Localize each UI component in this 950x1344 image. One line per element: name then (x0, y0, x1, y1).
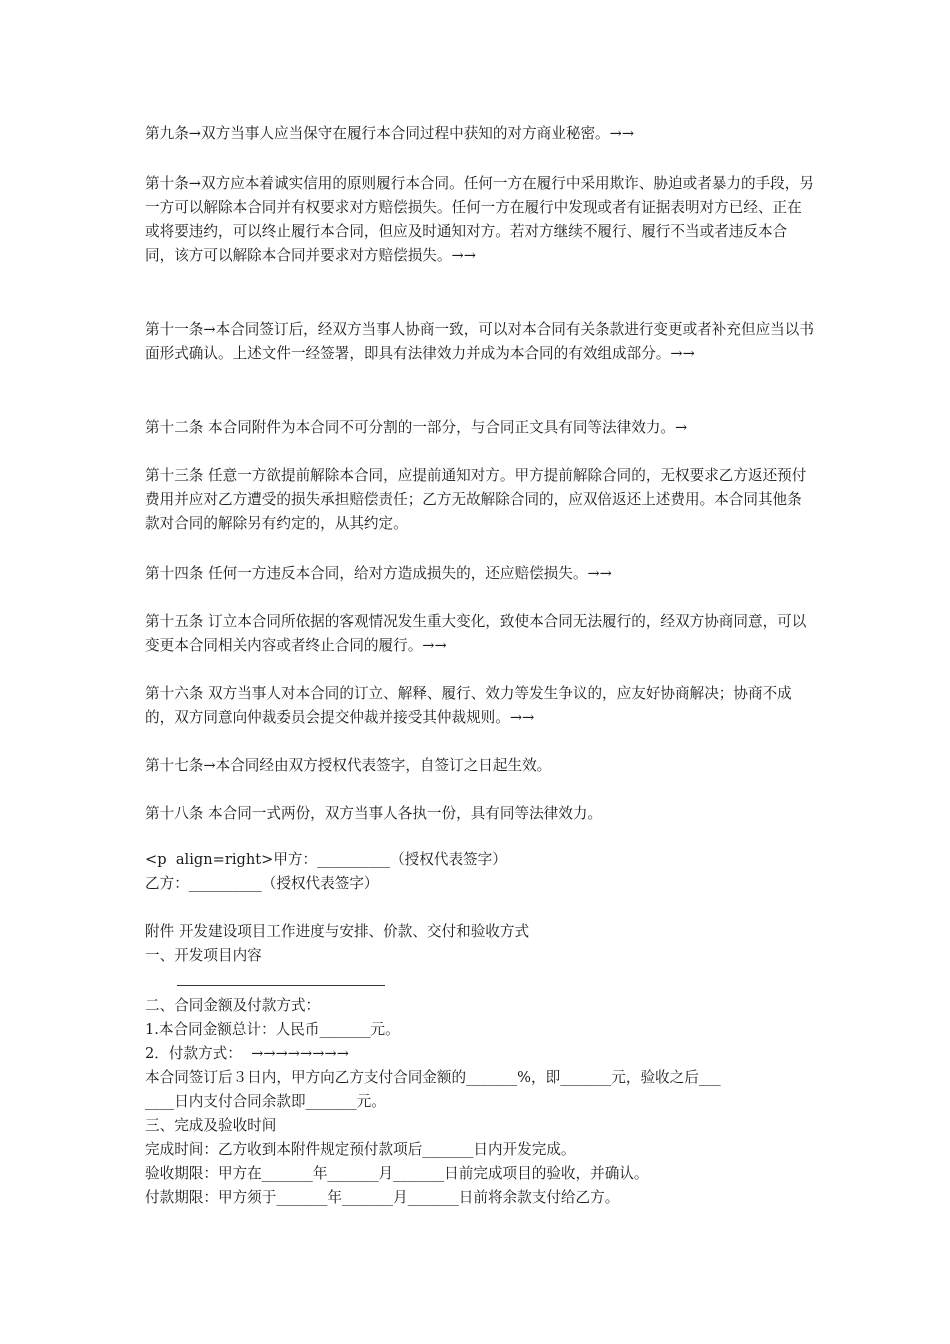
appendix-section-2: 二、合同金额及付款方式： (145, 997, 321, 1014)
completion-time-line: 完成时间：乙方收到本附件规定预付款项后_______日内开发完成。 (145, 1141, 576, 1158)
article-10: 第十条→双方应本着诚实信用的原则履行本合同。任何一方在履行中采用欺诈、胁迫或者暴力的手段，另一方可以解除本合同并有权要求对方赔偿损失。任何一方在履行中发现或者有证据表明对方已经、正在或将要违约，可以终止履行本合同，但应及时通知对方。若对方继续不履行、履行不当或者违反本合同，该方可以解除本合同并要求对方赔偿损失。→→ (145, 175, 814, 264)
article-11: 第十一条→本合同签订后，经双方当事人协商一致，可以对本合同有关条款进行变更或者补充但应当以书面形式确认。上述文件一经签署，即具有法律效力并成为本合同的有效组成部分。→→ (145, 321, 814, 362)
payment-period-line: 付款期限：甲方须于_______年_______月_______日前将余款支付给乙方。 (145, 1189, 620, 1206)
project-content-blank (177, 985, 385, 986)
payment-terms-line-1: 本合同签订后３日内，甲方向乙方支付合同金额的_______%，即_______元，验收之后___ (145, 1069, 721, 1086)
appendix-title: 附件 开发建设项目工作进度与安排、价款、交付和验收方式 (145, 923, 530, 940)
payment-terms-line-2: ____日内支付合同余款即_______元。 (145, 1093, 386, 1110)
contract-amount-line: 1.本合同金额总计：人民币_______元。 (145, 1021, 400, 1038)
acceptance-period-line: 验收期限：甲方在_______年_______月_______日前完成项目的验收，并确认。 (145, 1165, 649, 1182)
article-14: 第十四条 任何一方违反本合同，给对方造成损失的，还应赔偿损失。→→ (145, 565, 612, 582)
article-13: 第十三条 任意一方欲提前解除本合同，应提前通知对方。甲方提前解除合同的，无权要求乙方返还预付费用并应对乙方遭受的损失承担赔偿责任；乙方无故解除合同的，应双倍返还上述费用。本合同其他条款对合同的解除另有约定的，从其约定。 (145, 467, 807, 532)
article-18: 第十八条 本合同一式两份，双方当事人各执一份，具有同等法律效力。 (145, 805, 603, 822)
appendix-section-1: 一、开发项目内容 (145, 947, 262, 964)
article-16: 第十六条 双方当事人对本合同的订立、解释、履行、效力等发生争议的，应友好协商解决；协商不成的，双方同意向仲裁委员会提交仲裁并接受其仲裁规则。→→ (145, 685, 792, 726)
article-9: 第九条→双方当事人应当保守在履行本合同过程中获知的对方商业秘密。→→ (145, 125, 635, 142)
signature-party-b: 乙方：__________（授权代表签字） (145, 875, 379, 892)
appendix-section-3: 三、完成及验收时间 (145, 1117, 277, 1134)
article-17: 第十七条→本合同经由双方授权代表签字，自签订之日起生效。 (145, 757, 552, 774)
signature-party-a: <p align=right>甲方：__________（授权代表签字） (145, 851, 507, 868)
article-15: 第十五条 订立本合同所依据的客观情况发生重大变化，致使本合同无法履行的，经双方协商同意，可以变更本合同相关内容或者终止合同的履行。→→ (145, 613, 807, 654)
article-12: 第十二条 本合同附件为本合同不可分割的一部分，与合同正文具有同等法律效力。→ (145, 419, 688, 436)
payment-method-line: 2．付款方式： →→→→→→→→ (145, 1045, 349, 1062)
